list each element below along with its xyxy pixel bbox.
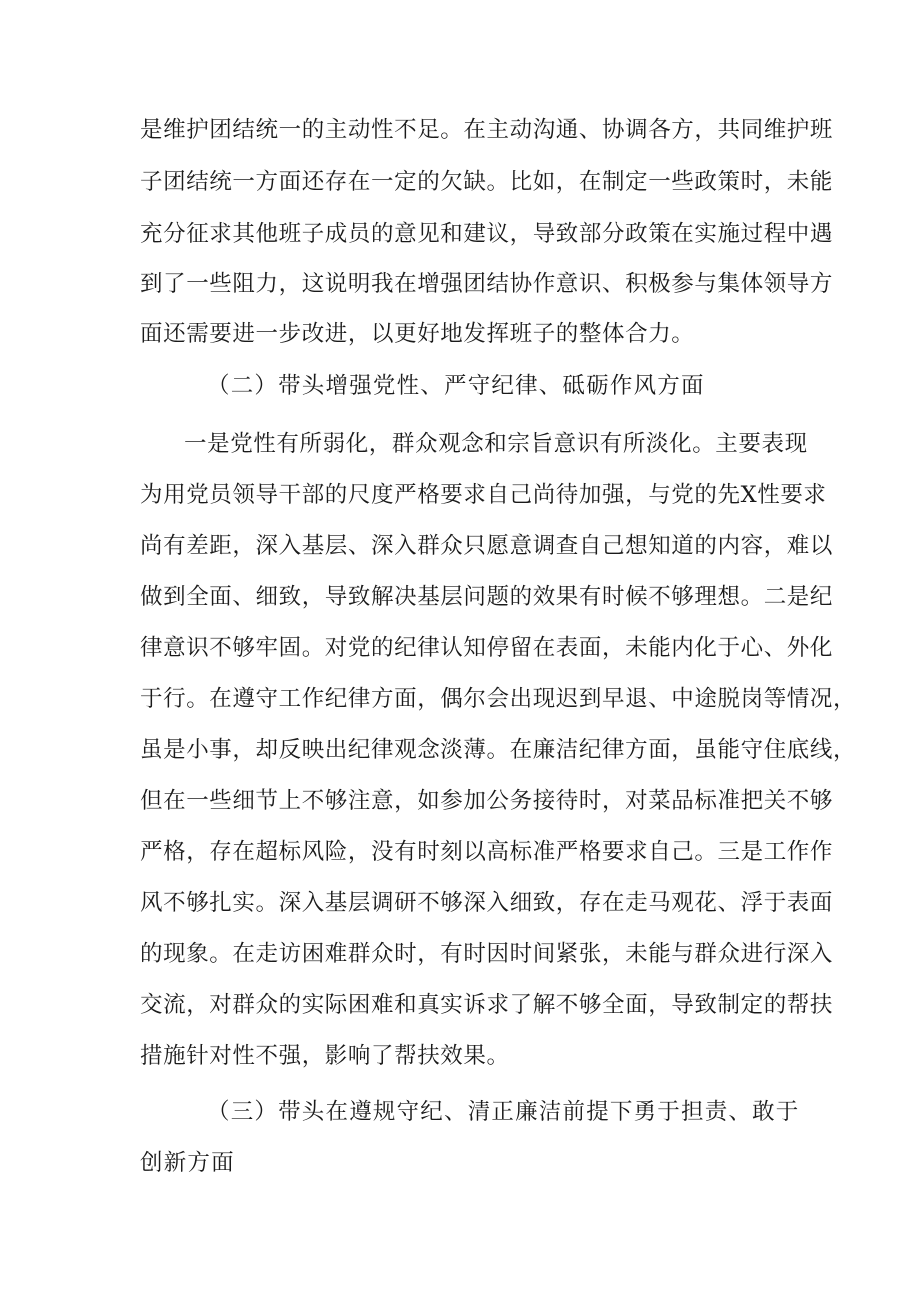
paragraph-line: 但在一些细节上不够注意，如参加公务接待时，对菜品标准把关不够	[140, 788, 834, 814]
paragraph-line: 风不够扎实。深入基层调研不够深入细致，存在走马观花、浮于表面	[140, 890, 834, 916]
paragraph-line: 虽是小事，却反映出纪律观念淡薄。在廉洁纪律方面，虽能守住底线，	[140, 737, 857, 763]
paragraph-line: 于行。在遵守工作纪律方面，偶尔会出现迟到早退、中途脱岗等情况，	[140, 686, 857, 712]
paragraph-line: 为用党员领导干部的尺度严格要求自己尚待加强，与党的先X性要求	[140, 482, 827, 508]
heading-line: （三）带头在遵规守纪、清正廉洁前提下勇于担责、敢于	[207, 1099, 800, 1125]
paragraph-line: 尚有差距，深入基层、深入群众只愿意调查自己想知道的内容，难以	[140, 533, 834, 559]
paragraph-line: 严格，存在超标风险，没有时刻以高标准严格要求自己。三是工作作	[140, 839, 834, 865]
paragraph-line: 是维护团结统一的主动性不足。在主动沟通、协调各方，共同维护班	[140, 117, 834, 143]
paragraph-line: 子团结统一方面还存在一定的欠缺。比如，在制定一些政策时，未能	[140, 169, 834, 195]
section-heading-2: （二）带头增强党性、严守纪律、砥砺作风方面	[207, 373, 705, 399]
paragraph-line: 面还需要进一步改进，以更好地发挥班子的整体合力。	[140, 321, 695, 347]
paragraph-line: 律意识不够牢固。对党的纪律认知停留在表面，未能内化于心、外化	[140, 635, 834, 661]
paragraph-line: 措施针对性不强，影响了帮扶效果。	[140, 1043, 510, 1069]
heading-line: 创新方面	[140, 1150, 235, 1176]
paragraph-line: 做到全面、细致，导致解决基层问题的效果有时候不够理想。二是纪	[140, 584, 834, 610]
paragraph-line: 交流，对群众的实际困难和真实诉求了解不够全面，导致制定的帮扶	[140, 992, 834, 1018]
paragraph-line: 的现象。在走访困难群众时，有时因时间紧张，未能与群众进行深入	[140, 941, 834, 967]
paragraph-line: 到了一些阻力，这说明我在增强团结协作意识、积极参与集体领导方	[140, 271, 834, 297]
paragraph-line: 充分征求其他班子成员的意见和建议，导致部分政策在实施过程中遇	[140, 221, 834, 247]
paragraph-line: 一是党性有所弱化，群众观念和宗旨意识有所淡化。主要表现	[184, 431, 808, 457]
